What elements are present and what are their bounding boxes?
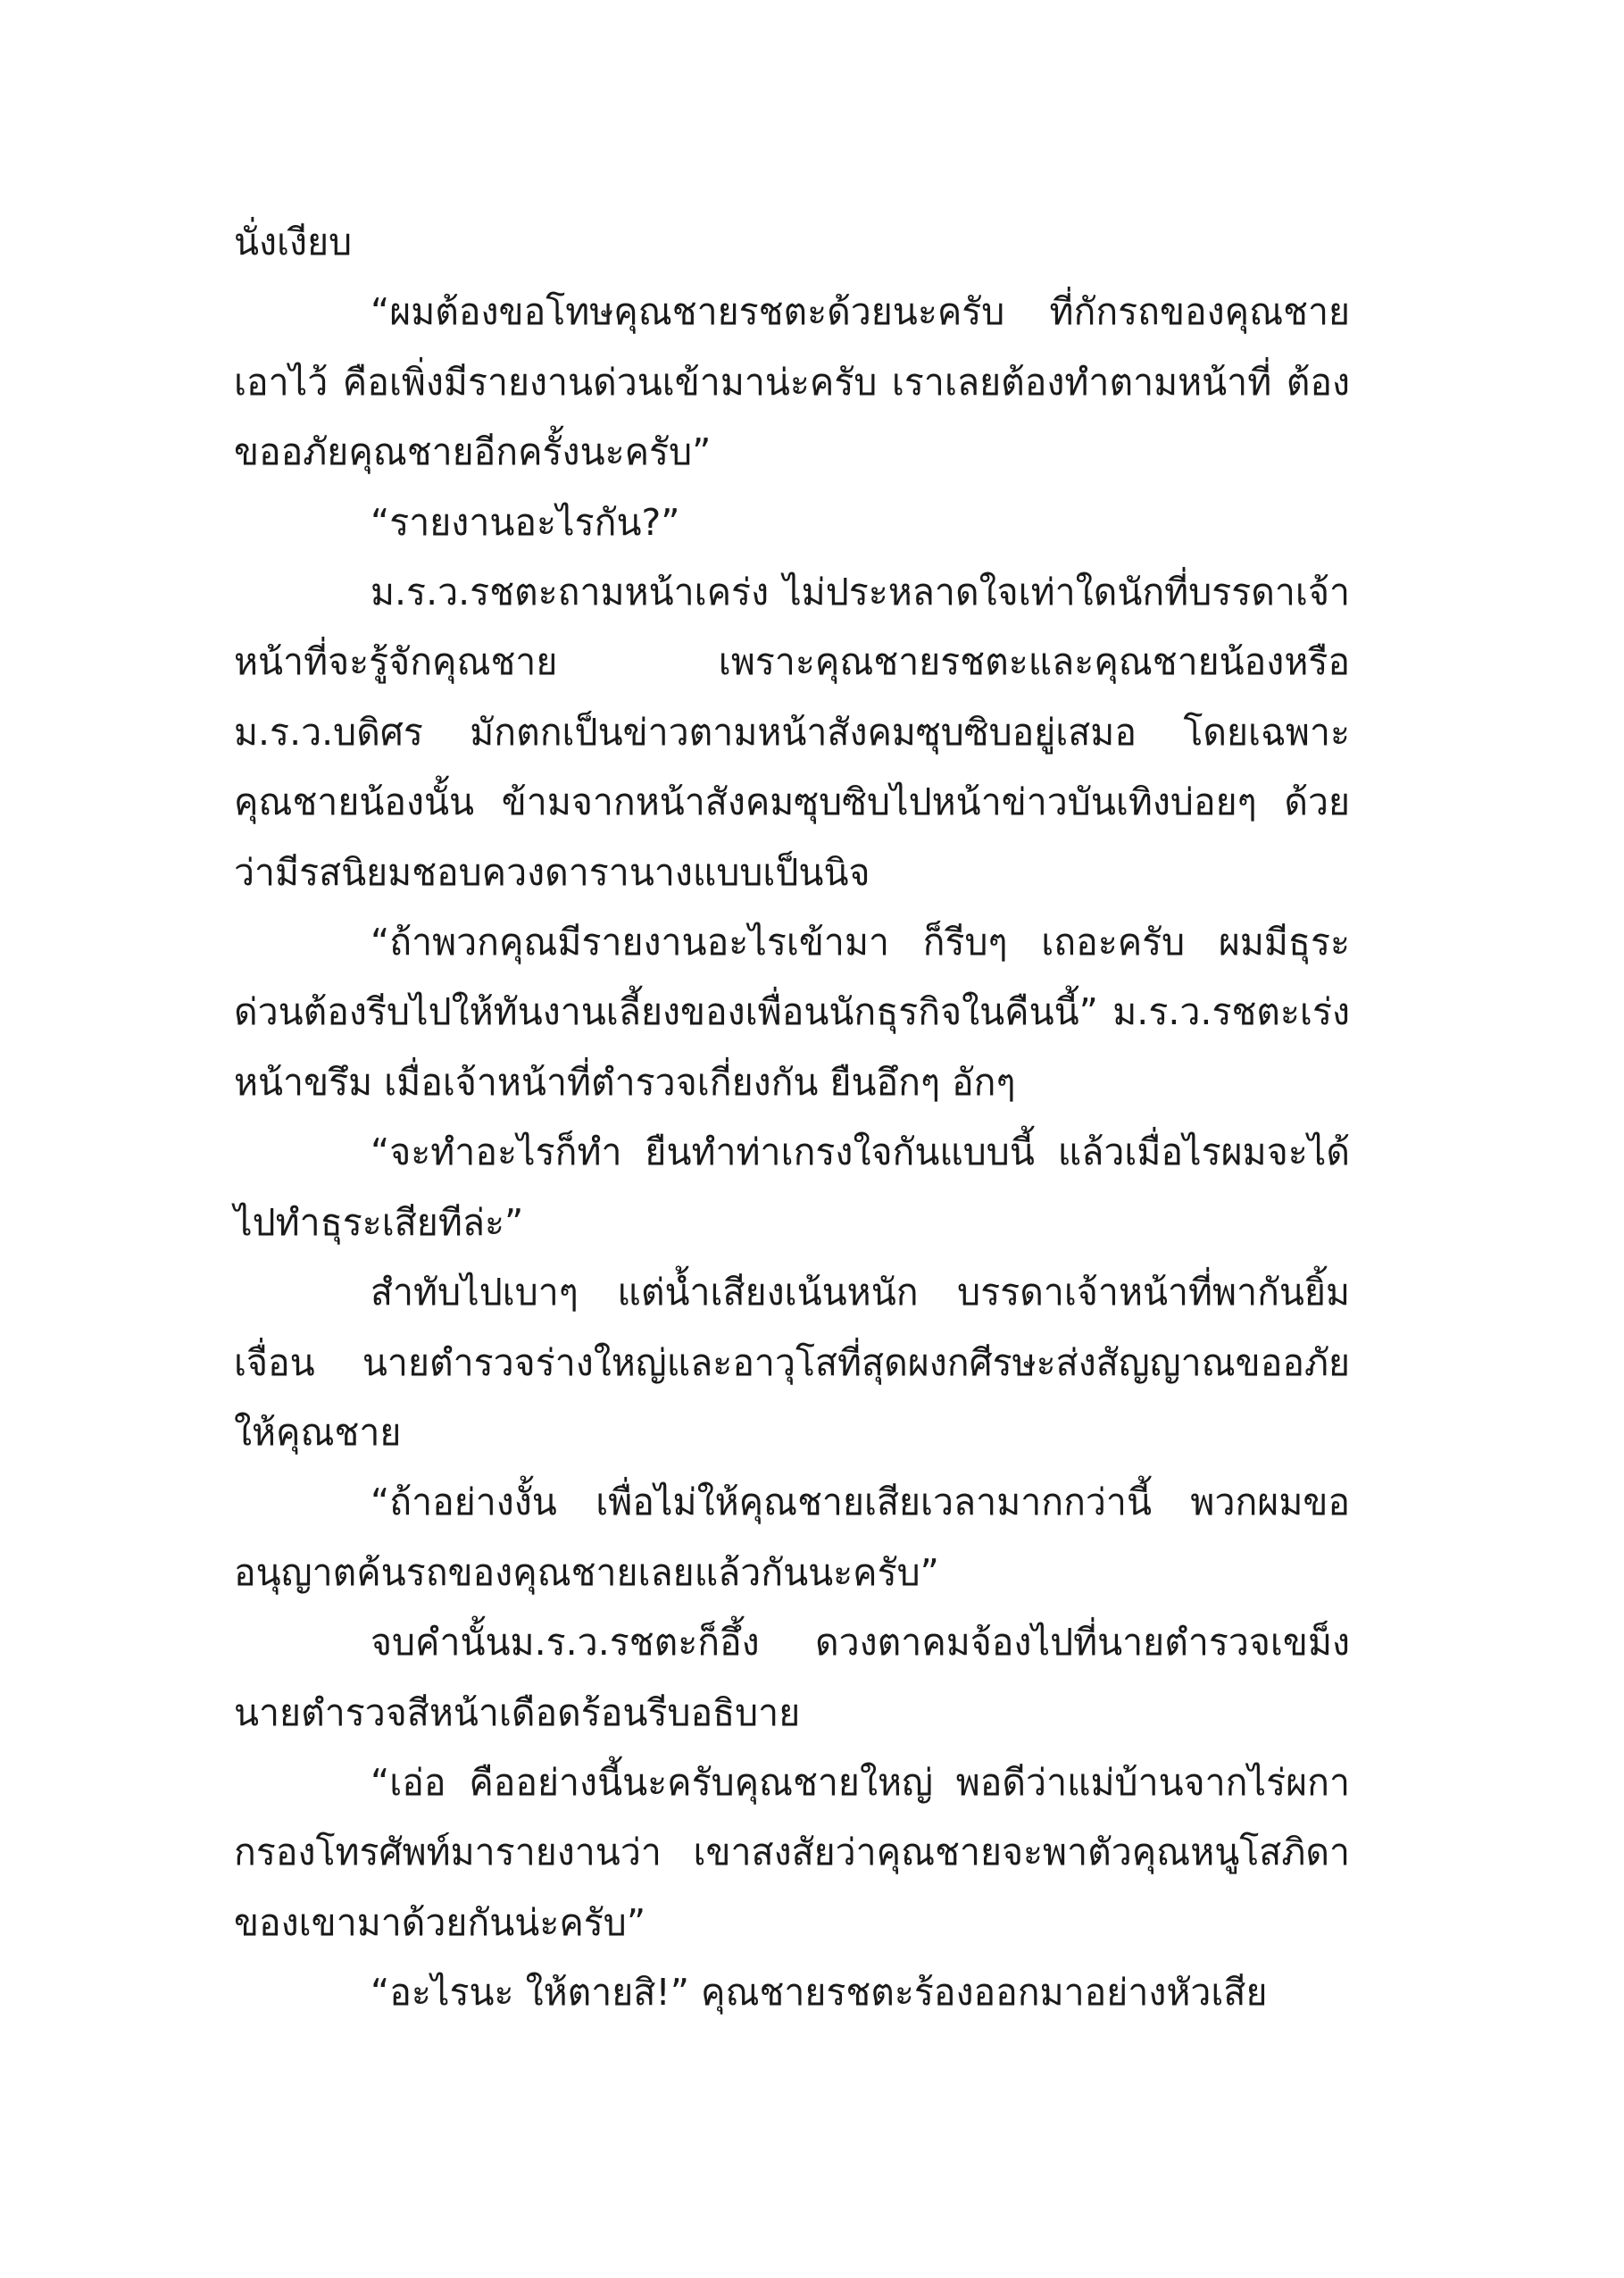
paragraph-6: “จะทำอะไรก็ทำ ยืนทำท่าเกรงใจกันแบบนี้ แล้วเมื่อไรผมจะได้ไปทำธุระเสียทีล่ะ” (234, 1131, 1350, 1244)
paragraph-5: “ถ้าพวกคุณมีรายงานอะไรเข้ามา ก็รีบๆ เถอะครับ ผมมีธุระด่วนต้องรีบไปให้ทันงานเลี้ยงของเพื่อนนักธุรกิจในคืนนี้” ม.ร.ว.รชตะเร่งหน้าขรึม เมื่อเจ้าหน้าที่ตำรวจเกี่ยงกัน ยืนอึกๆ อักๆ (234, 921, 1350, 1104)
paragraph-10: “เอ่อ คืออย่างนี้นะครับคุณชายใหญ่ พอดีว่าแม่บ้านจากไร่ผกากรองโทรศัพท์มารายงานว่า เขาสงสัยว่าคุณชายจะพาตัวคุณหนูโสภิดาของเขามาด้วยกันน่ะครับ” (234, 1760, 1350, 1944)
paragraph-8: “ถ้าอย่างงั้น เพื่อไม่ให้คุณชายเสียเวลามากกว่านี้ พวกผมขออนุญาตค้นรถของคุณชายเลยแล้วกันนะครับ” (234, 1481, 1350, 1594)
paragraph-3: “รายงานอะไรกัน?” (371, 500, 680, 544)
paragraph-11: “อะไรนะ ให้ตายสิ!” คุณชายรชตะร้องออกมาอย่างหัวเสีย (371, 1971, 1268, 2015)
paragraph-9: จบคำนั้นม.ร.ว.รชตะก็อึ้ง ดวงตาคมจ้องไปที่นายตำรวจเขม็งนายตำรวจสีหน้าเดือดร้อนรีบอธิบาย (234, 1621, 1350, 1734)
paragraph-2: “ผมต้องขอโทษคุณชายรชตะด้วยนะครับ ที่กักรถของคุณชายเอาไว้ คือเพิ่งมีรายงานด่วนเข้ามาน่ะครับ เราเลยต้องทำตามหน้าที่ ต้องขออภัยคุณชายอีกครั้งนะครับ” (234, 290, 1350, 474)
paragraph-4: ม.ร.ว.รชตะถามหน้าเคร่ง ไม่ประหลาดใจเท่าใดนักที่บรรดาเจ้าหน้าที่จะรู้จักคุณชาย เพราะคุณชายรชตะและคุณชายน้องหรือ ม.ร.ว.บดิศร มักตกเป็นข่าวตามหน้าสังคมซุบซิบอยู่เสมอ โดยเฉพาะคุณชายน้องนั้น ข้ามจากหน้าสังคมซุบซิบไปหน้าข่าวบันเทิงบ่อยๆ ด้วยว่ามีรสนิยมชอบควงดารานางแบบเป็นนิจ (234, 571, 1350, 894)
paragraph-1: นั่งเงียบ (234, 221, 353, 263)
document-page (234, 207, 1350, 2028)
paragraph-7: สำทับไปเบาๆ แต่น้ำเสียงเน้นหนัก บรรดาเจ้าหน้าที่พากันยิ้มเจื่อน นายตำรวจร่างใหญ่และอาวุโสที่สุดผงกศีรษะส่งสัญญาณขออภัยให้คุณชาย (234, 1271, 1350, 1454)
